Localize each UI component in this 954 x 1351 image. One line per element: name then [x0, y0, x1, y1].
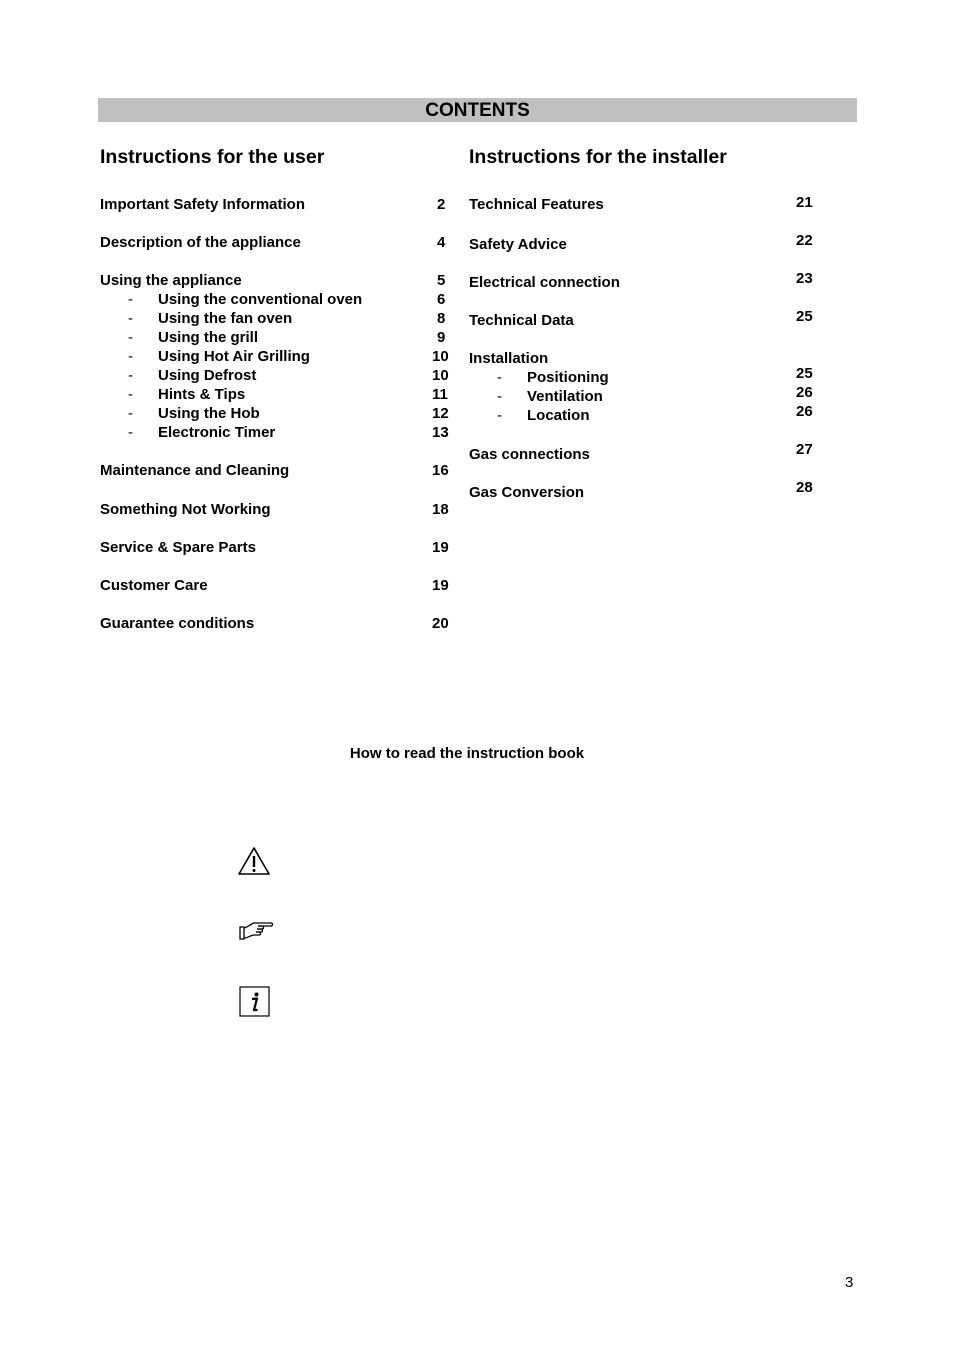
- toc-entry-page: 10: [432, 367, 449, 384]
- toc-entry-page: 16: [432, 462, 449, 479]
- toc-entry-page: 28: [796, 479, 813, 496]
- bullet-dash: -: [128, 424, 133, 441]
- bullet-dash: -: [128, 348, 133, 365]
- toc-entry-page: 9: [437, 329, 446, 346]
- toc-entry-label: Customer Care: [100, 577, 208, 594]
- pointing-hand-icon: [238, 919, 274, 948]
- information-icon: [239, 986, 270, 1022]
- toc-entry-label: Positioning: [527, 369, 609, 386]
- toc-entry-label: Using the fan oven: [158, 310, 293, 327]
- toc-entry-page: 22: [796, 232, 813, 249]
- toc-entry-label: Guarantee conditions: [100, 615, 255, 632]
- toc-entry-label: Description of the appliance: [100, 234, 301, 251]
- toc-entry-page: 26: [796, 403, 813, 420]
- bullet-dash: -: [128, 291, 133, 308]
- toc-entry-page: 23: [796, 270, 813, 287]
- toc-entry-page: 13: [432, 424, 449, 441]
- toc-entry-label: Important Safety Information: [100, 196, 306, 213]
- installer-section-heading: Instructions for the installer: [469, 146, 727, 168]
- toc-entry-page: 11: [432, 386, 448, 403]
- toc-entry-page: 8: [437, 310, 446, 327]
- toc-entry-label: Technical Features: [469, 196, 604, 213]
- page-number: 3: [845, 1274, 854, 1291]
- toc-entry-page: 27: [796, 441, 813, 458]
- toc-entry-page: 12: [432, 405, 449, 422]
- toc-entry-label: Using Hot Air Grilling: [158, 348, 310, 365]
- toc-entry-label: Using the appliance: [100, 272, 242, 289]
- toc-entry-label: Using the Hob: [158, 405, 260, 422]
- toc-entry-page: 2: [437, 196, 446, 213]
- toc-entry-page: 21: [796, 194, 813, 211]
- toc-entry-label: Using the conventional oven: [158, 291, 363, 308]
- contents-banner: [98, 98, 857, 122]
- toc-entry-page: 10: [432, 348, 449, 365]
- toc-entry-page: 5: [437, 272, 446, 289]
- warning-icon: [237, 846, 271, 881]
- toc-entry-label: Technical Data: [469, 312, 574, 329]
- toc-entry-label: Electronic Timer: [158, 424, 276, 441]
- toc-entry-label: Hints & Tips: [158, 386, 246, 403]
- bullet-dash: -: [497, 388, 502, 405]
- bullet-dash: -: [497, 369, 502, 386]
- toc-entry-label: Electrical connection: [469, 274, 620, 291]
- toc-entry-label: Gas Conversion: [469, 484, 585, 501]
- toc-entry-label: Service & Spare Parts: [100, 539, 256, 556]
- toc-entry-page: 20: [432, 615, 449, 632]
- user-section-heading: Instructions for the user: [100, 146, 325, 168]
- contents-title: CONTENTS: [425, 100, 530, 121]
- bullet-dash: -: [128, 386, 133, 403]
- bullet-dash: -: [497, 407, 502, 424]
- bullet-dash: -: [128, 405, 133, 422]
- toc-entry-page: 4: [437, 234, 446, 251]
- toc-entry-page: 25: [796, 308, 813, 325]
- toc-entry-label: Something Not Working: [100, 501, 271, 518]
- how-to-read-heading: How to read the instruction book: [349, 745, 585, 762]
- toc-entry-label: Location: [527, 407, 590, 424]
- toc-entry-label: Ventilation: [527, 388, 603, 405]
- bullet-dash: -: [128, 367, 133, 384]
- toc-entry-label: Using the grill: [158, 329, 259, 346]
- toc-entry-page: 18: [432, 501, 449, 518]
- bullet-dash: -: [128, 310, 133, 327]
- toc-entry-page: 19: [432, 577, 449, 594]
- toc-entry-page: 19: [432, 539, 449, 556]
- toc-entry-page: 25: [796, 365, 813, 382]
- toc-entry-label: Installation: [469, 350, 549, 367]
- toc-entry-label: Using Defrost: [158, 367, 257, 384]
- toc-entry-page: 26: [796, 384, 813, 401]
- toc-entry-label: Safety Advice: [469, 236, 567, 253]
- toc-entry-page: 6: [437, 291, 446, 308]
- toc-entry-label: Maintenance and Cleaning: [100, 462, 290, 479]
- toc-entry-label: Gas connections: [469, 446, 590, 463]
- bullet-dash: -: [128, 329, 133, 346]
